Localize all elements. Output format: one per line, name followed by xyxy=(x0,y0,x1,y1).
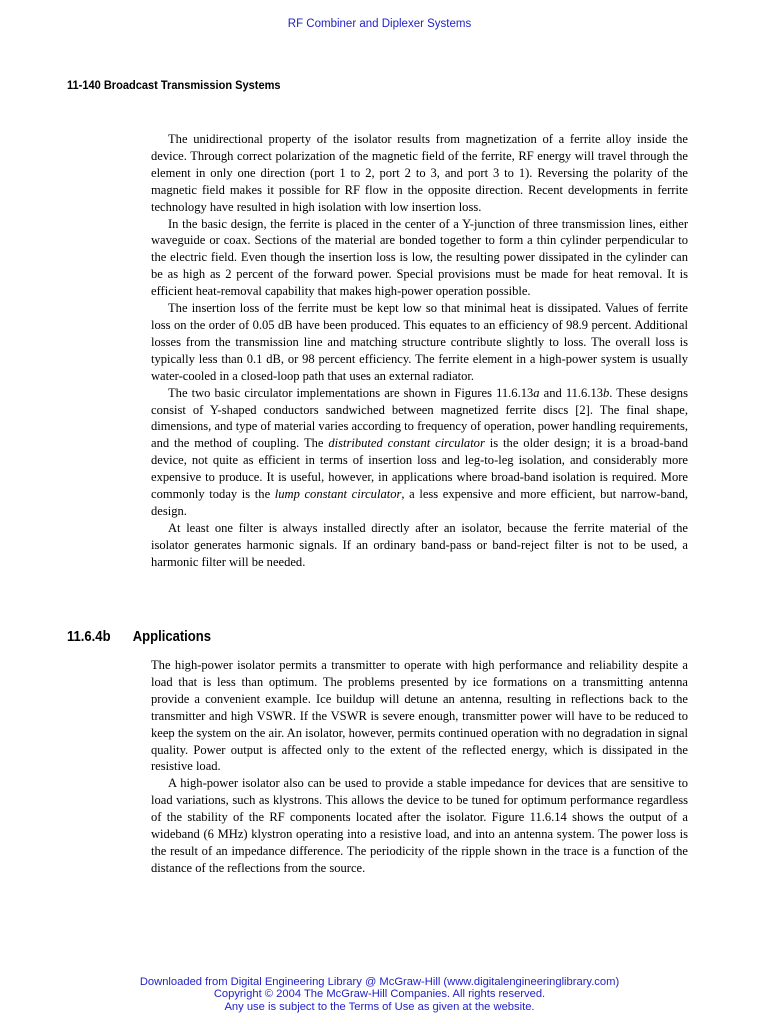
footer-download-link[interactable]: Downloaded from Digital Engineering Library @ McGraw-Hill (www.digitalengineeringlibrary.com) xyxy=(139,976,620,988)
footer-terms-link[interactable]: Any use is subject to the Terms of Use as given at the website. xyxy=(224,1000,535,1013)
body-section-applications xyxy=(151,657,688,877)
figure-letter: a xyxy=(533,385,540,400)
text-run: , a less expensive and more efficient, but narrow-band, design. xyxy=(151,487,688,518)
paragraph: At least one filter is always installed directly after an isolator, because the ferrite material of the isolator generates harmonic signals. If an ordinary band-pass or band-reject filter is not to be used, a harmonic filter will be needed. xyxy=(151,520,688,569)
footer-copyright: Copyright © 2004 The McGraw-Hill Companies. All rights reserved. xyxy=(213,988,546,1001)
paragraph: The high-power isolator permits a transmitter to operate with high performance and reliability despite a load that is less than optimum. The problems presented by ice formations on a transmitting antenna provide a convenient example. Ice buildup will detune an antenna, resulting in reflections back to the transmitter and high VSWR. If the VSWR is severe enough, transmitter power will have to be reduced to keep the system on the air. An isolator, however, permits continued operation with no degradation in signal quality. Power output is affected only to the extent of the reflected energy, which is dissipated in the resistive load. xyxy=(151,658,688,774)
body-section-isolators xyxy=(151,131,688,571)
section-title: Applications xyxy=(132,629,212,645)
paragraph: The unidirectional property of the isolator results from magnetization of a ferrite alloy inside the device. Through correct polarization of the magnetic field of the ferrite, RF energy will travel through the element in only one direction (port 1 to 2, port 2 to 3, and port 3 to 1). Reversing the polarity of the magnetic field makes it possible for RF flow in the opposite direction. Recent developments in ferrite technology have resulted in high isolation with low insertion loss. xyxy=(151,132,688,214)
running-head: 11-140 Broadcast Transmission Systems xyxy=(67,78,281,92)
text-run: The two basic circulator implementations are shown in Figures 11.6.13 xyxy=(168,385,534,400)
text-run: and 11.6.13 xyxy=(539,385,603,400)
paragraph: In the basic design, the ferrite is placed in the center of a Y-junction of three transmission lines, either waveguide or coax. Sections of the material are bonded together to form a thin cylinder perpendicular to the electric field. Even though the insertion loss is low, the resulting power dissipated in the cylinder can be as high as 2 percent of the forward power. Special provisions must be made for heat removal. It is efficient heat-removal capability that makes high-power operation possible. xyxy=(151,216,688,299)
footer-notice xyxy=(0,976,759,1013)
term-italic: lump constant circulator xyxy=(274,487,402,502)
term-italic: distributed constant circulator xyxy=(328,436,485,451)
section-heading xyxy=(67,629,211,645)
paragraph: The insertion loss of the ferrite must be kept low so that minimal heat is dissipated. Values of ferrite loss on the order of 0.05 dB have been produced. This equates to an efficiency of 98.9 percent. Additional losses from the transmission line and matching structure contribute slightly to loss. The overall loss is typically less than 0.1 dB, or 98 percent efficiency. The ferrite element in a high-power system is usually water-cooled in a closed-loop path that uses an external radiator. xyxy=(151,301,688,383)
text-run: . These designs consist of Y-shaped conductors sandwiched between magnetized ferrite discs [2]. The final shape, dimensions, and type of material varies according to frequency of operation, power handling requirements, and the method of coupling. The xyxy=(151,385,688,451)
section-number: 11.6.4b xyxy=(67,629,111,645)
figure-letter: b xyxy=(603,385,610,400)
document-banner: RF Combiner and Diplexer Systems xyxy=(287,18,472,30)
text-run: is the older design; it is a broad-band device, not quite as efficient in terms of insertion loss and leg-to-leg isolation, and considerably more expensive to produce. It is useful, however, in applications where broad-band isolation is required. More commonly today is the xyxy=(151,436,688,502)
paragraph xyxy=(151,385,688,520)
paragraph: A high-power isolator also can be used to provide a stable impedance for devices that are sensitive to load variations, such as klystrons. This allows the device to be tuned for optimum performance regardless of the stability of the RF components located after the isolator. Figure 11.6.14 shows the output of a wideband (6 MHz) klystron operating into a resistive load, and into an antenna system. The power loss is the result of an impedance difference. The periodicity of the ripple shown in the trace is a function of the distance of the reflections from the source. xyxy=(151,776,688,875)
